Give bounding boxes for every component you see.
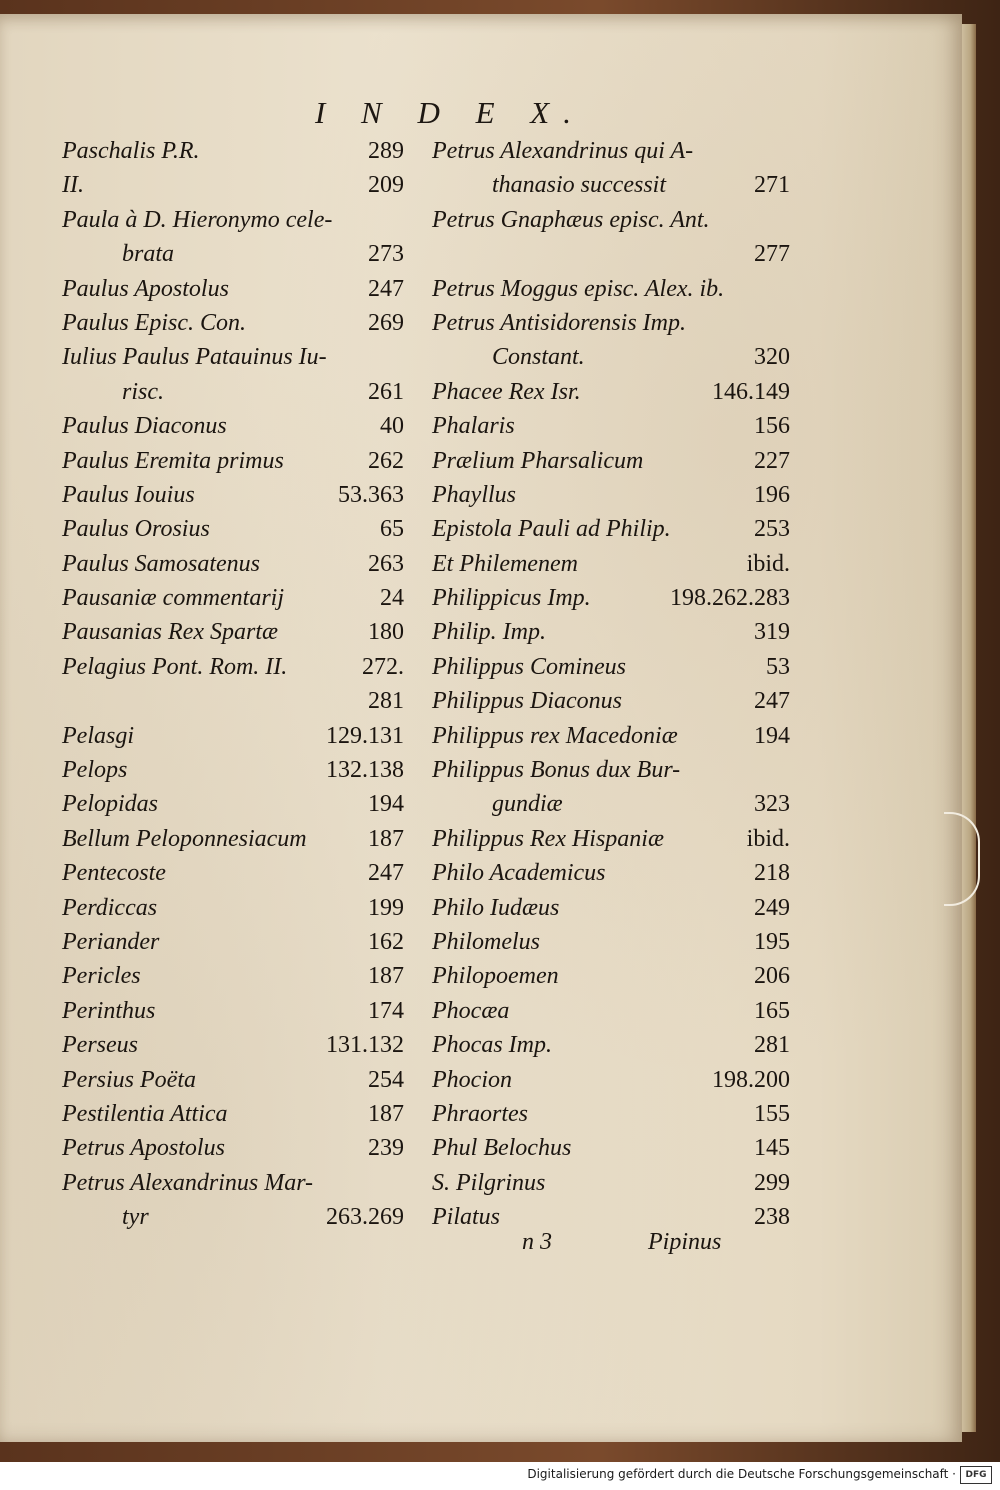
index-term: Philippus Comineus [432, 653, 627, 680]
index-term: Pilatus [432, 1204, 501, 1231]
index-entry [432, 581, 790, 615]
index-term: Phraortes [432, 1100, 528, 1127]
index-entry [62, 1131, 404, 1165]
index-page-number: 254 [368, 1066, 404, 1093]
page-heading: I N D E X. [314, 95, 585, 130]
index-page-number: 162 [368, 928, 404, 955]
index-page-number: 187 [368, 825, 404, 852]
index-entry [62, 1200, 404, 1234]
index-page-number: 24 [380, 585, 404, 612]
index-term: Persius Poëta [62, 1066, 196, 1093]
index-term: Prælium Pharsalicum [432, 447, 644, 474]
index-entry [62, 168, 404, 202]
index-term: Pestilentia Attica [62, 1100, 228, 1127]
index-page-number: 247 [754, 688, 790, 715]
index-entry [432, 684, 790, 718]
index-entry [432, 444, 790, 478]
index-page-number: 156 [754, 413, 790, 440]
index-term: Pentecoste [62, 860, 166, 887]
string-tie-loop [944, 812, 980, 906]
index-page-number: 129.131 [326, 722, 404, 749]
index-entry [62, 925, 404, 959]
index-page-number: 263.269 [326, 1204, 404, 1231]
index-entry [62, 891, 404, 925]
index-entry [62, 409, 404, 443]
page-fore-edge [962, 24, 976, 1432]
index-entry [432, 1200, 790, 1234]
index-entry [62, 478, 404, 512]
index-entry [62, 753, 404, 787]
index-entry [432, 925, 790, 959]
index-term: gundiæ [492, 791, 563, 818]
index-entry [432, 719, 790, 753]
index-entry [432, 134, 790, 168]
index-page-number: 249 [754, 894, 790, 921]
index-entry [432, 547, 790, 581]
index-page-number: ibid. [746, 550, 790, 577]
digitization-footer-bar [0, 1462, 1000, 1490]
index-term: Petrus Gnaphæus episc. Ant. [432, 206, 710, 233]
index-entry [62, 237, 404, 271]
index-page-number: 180 [368, 619, 404, 646]
index-entry [62, 547, 404, 581]
index-term: Philippus Bonus dux Bur- [432, 757, 681, 784]
index-page-number: 199 [368, 894, 404, 921]
digitization-notice: Digitalisierung gefördert durch die Deutsche Forschungsgemeinschaft · [527, 1467, 956, 1481]
index-term: Philomelus [432, 928, 540, 955]
index-page-number: 263 [368, 550, 404, 577]
index-term: Paschalis P.R. [62, 138, 200, 164]
index-term: Bellum Peloponnesiacum [62, 825, 307, 852]
index-term: Periander [62, 928, 160, 955]
index-entry [432, 1028, 790, 1062]
index-entry [62, 340, 404, 374]
index-page-number: 187 [368, 1100, 404, 1127]
index-term: Epistola Pauli ad Philip. [432, 516, 671, 543]
index-entry [62, 684, 404, 718]
index-entry [432, 340, 790, 374]
index-term: Pelasgi [62, 722, 134, 749]
index-entry [62, 512, 404, 546]
index-page-number: 299 [754, 1169, 790, 1196]
index-page-number: 53.363 [338, 481, 404, 508]
index-entry [62, 203, 404, 237]
index-term: Phocion [432, 1066, 512, 1093]
index-term: Philippus Diaconus [432, 688, 622, 715]
index-term: Paulus Diaconus [62, 413, 227, 440]
index-term: Iulius Paulus Patauinus Iu- [62, 344, 327, 371]
index-term: Pausanias Rex Spartæ [62, 619, 278, 646]
index-page-number: 174 [368, 997, 404, 1024]
index-term: Paulus Eremita primus [62, 447, 284, 474]
index-term: Pelagius Pont. Rom. II. [62, 653, 288, 680]
index-page-number: 198.262.283 [670, 585, 790, 612]
index-term: Et Philemenem [432, 550, 578, 577]
index-entry [432, 615, 790, 649]
index-entry [62, 1166, 404, 1200]
index-page-number: 209 [368, 172, 404, 199]
index-page-number: 320 [754, 344, 790, 371]
index-entry [62, 822, 404, 856]
index-entry [432, 787, 790, 821]
index-page-number: 261 [368, 378, 404, 405]
index-entry [62, 444, 404, 478]
index-term: Petrus Alexandrinus qui A- [432, 138, 694, 164]
index-entry [432, 512, 790, 546]
index-entry [432, 994, 790, 1028]
index-entry [62, 375, 404, 409]
index-entry [62, 306, 404, 340]
index-page-number: 194 [754, 722, 790, 749]
index-entry [62, 719, 404, 753]
index-page-number: 238 [754, 1204, 790, 1231]
index-entry [432, 891, 790, 925]
index-page-number: 132.138 [326, 757, 404, 784]
index-page-number: 218 [754, 860, 790, 887]
index-term: Paulus Episc. Con. [62, 309, 246, 336]
index-entry [62, 856, 404, 890]
index-page-number: 40 [380, 413, 404, 440]
index-term: brata [122, 241, 175, 268]
index-term: Philippicus Imp. [432, 585, 591, 612]
index-term: Petrus Alexandrinus Mar- [62, 1169, 314, 1196]
index-entry [432, 272, 790, 306]
index-entry [62, 1063, 404, 1097]
index-page-number: ibid. [746, 825, 790, 852]
index-page-number: 239 [368, 1135, 404, 1162]
index-term: Phayllus [432, 481, 516, 508]
index-term: Petrus Antisidorensis Imp. [432, 309, 687, 336]
index-entry [432, 822, 790, 856]
index-page-number: 145 [754, 1135, 790, 1162]
index-entry [432, 650, 790, 684]
index-entry [62, 134, 404, 168]
index-page-number: 289 [368, 138, 404, 164]
index-page-number: 194 [368, 791, 404, 818]
index-page-number: 131.132 [326, 1032, 404, 1059]
index-entry [432, 1063, 790, 1097]
index-page-number: 165 [754, 997, 790, 1024]
index-term: Philippus Rex Hispaniæ [432, 825, 664, 852]
index-term: Petrus Moggus episc. Alex. ib. [432, 275, 725, 302]
index-term: Paula à D. Hieronymo cele- [62, 206, 333, 233]
index-term: Pelopidas [62, 791, 158, 818]
index-entry [62, 959, 404, 993]
index-page-number: 272. [362, 653, 404, 680]
index-page-number: 281 [368, 688, 404, 715]
index-entry [432, 237, 790, 271]
index-entry [432, 168, 790, 202]
index-term: Perseus [62, 1032, 138, 1059]
index-term: Perinthus [62, 997, 156, 1024]
index-entry [432, 203, 790, 237]
index-term: Philopoemen [432, 963, 559, 990]
index-term: Phul Belochus [432, 1135, 572, 1162]
index-term: Philippus rex Macedoniæ [432, 722, 678, 749]
index-column-left [62, 134, 404, 1235]
index-page-number: 53 [766, 653, 790, 680]
index-entry [62, 272, 404, 306]
index-entry [62, 650, 404, 684]
index-entry [432, 856, 790, 890]
index-page-number: 187 [368, 963, 404, 990]
index-entry [432, 1166, 790, 1200]
index-entry [432, 959, 790, 993]
index-term: Petrus Apostolus [62, 1135, 225, 1162]
index-entry [62, 581, 404, 615]
index-page-number: 196 [754, 481, 790, 508]
index-entry [62, 787, 404, 821]
index-term: Paulus Samosatenus [62, 550, 260, 577]
index-entry [432, 306, 790, 340]
index-term: Perdiccas [62, 894, 158, 921]
index-page-number: 206 [754, 963, 790, 990]
index-page-number: 146.149 [712, 378, 790, 405]
index-term: Phocæa [432, 997, 510, 1024]
index-page-number: 271 [754, 172, 790, 199]
index-page-number: 277 [754, 241, 790, 268]
index-page-number: 323 [754, 791, 790, 818]
index-page-number: 195 [754, 928, 790, 955]
index-term: S. Pilgrinus [432, 1169, 546, 1196]
index-term: Phocas Imp. [432, 1032, 552, 1059]
index-page-number: 247 [368, 275, 404, 302]
index-term: Phacee Rex Isr. [432, 378, 581, 405]
index-term: Paulus Iouius [62, 481, 195, 508]
index-page-number: 262 [368, 447, 404, 474]
index-page-number: 269 [368, 309, 404, 336]
index-page-number: 247 [368, 860, 404, 887]
index-term: II. [62, 172, 84, 199]
index-term: tyr [122, 1204, 149, 1231]
index-page-number: 319 [754, 619, 790, 646]
index-page-number: 65 [380, 516, 404, 543]
index-page-number: 281 [754, 1032, 790, 1059]
index-page-number: 253 [754, 516, 790, 543]
index-term: Paulus Orosius [62, 516, 210, 543]
index-term: Paulus Apostolus [62, 275, 229, 302]
index-entry [62, 1097, 404, 1131]
index-page-number: 273 [368, 241, 404, 268]
index-term: Pelops [62, 757, 128, 784]
index-page-number: 227 [754, 447, 790, 474]
index-page-number: 198.200 [712, 1066, 790, 1093]
index-term: thanasio successit [492, 172, 666, 199]
index-term: Philo Academicus [432, 860, 606, 887]
index-entry [62, 994, 404, 1028]
signature-mark: n 3 [522, 1229, 552, 1255]
index-entry [432, 753, 790, 787]
index-term: Phalaris [432, 413, 515, 440]
index-term: Constant. [492, 344, 585, 371]
index-entry [432, 409, 790, 443]
index-entry [62, 615, 404, 649]
index-term: Philo Iudæus [432, 894, 560, 921]
index-page-number: 155 [754, 1100, 790, 1127]
index-entry [432, 375, 790, 409]
index-column-right [432, 134, 790, 1235]
index-entry [432, 478, 790, 512]
index-term: Pericles [62, 963, 141, 990]
index-term: Philip. Imp. [432, 619, 546, 646]
index-term: Pausaniæ commentarij [62, 585, 284, 612]
index-term: risc. [122, 378, 164, 405]
index-entry [62, 1028, 404, 1062]
index-entry [432, 1097, 790, 1131]
dfg-logo-icon: DFG [960, 1466, 992, 1484]
index-entry [432, 1131, 790, 1165]
catchword: Pipinus [648, 1229, 722, 1255]
